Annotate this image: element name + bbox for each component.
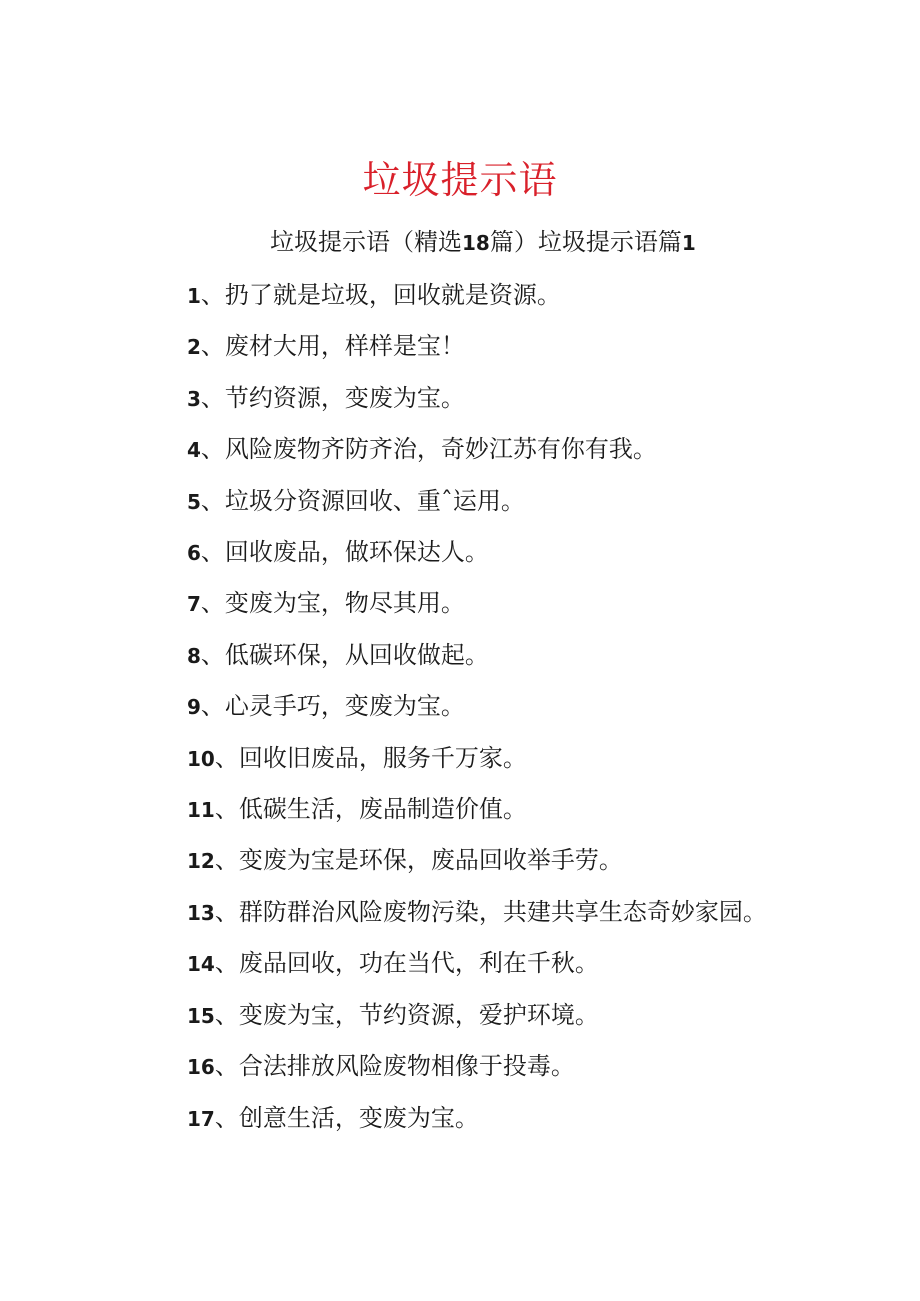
list-item [132,527,792,578]
item-separator: 、 [200,538,225,567]
item-separator: 、 [214,1103,239,1132]
item-number: 8 [187,643,201,668]
subtitle-part1: 垃圾提示语（精选 [270,228,462,256]
list-item [132,1093,792,1144]
list-item [132,681,792,732]
subtitle-count: 18 [462,231,490,255]
item-text: 节约资源，变废为宝。 [224,383,465,412]
item-separator: 、 [200,589,225,618]
item-separator: 、 [200,383,225,412]
item-separator: 、 [214,949,239,978]
item-separator: 、 [214,1052,239,1081]
list-item [132,630,792,681]
item-number: 4 [187,438,201,463]
item-number: 11 [187,798,215,823]
item-number: 16 [187,1055,215,1080]
item-number: 13 [187,900,215,925]
item-number: 17 [187,1106,215,1131]
item-text: 风险废物齐防齐治，奇妙江苏有你有我。 [224,435,657,464]
item-number: 7 [187,592,201,617]
item-text: 废材大用，样样是宝！ [224,332,465,361]
document-title: 垃圾提示语 [362,158,558,202]
item-number: 15 [187,1003,215,1028]
list-item [132,733,792,784]
item-text: 回收旧废品，服务千万家。 [238,743,527,772]
item-separator: 、 [200,435,225,464]
list-item [132,938,792,989]
item-text: 扔了就是垃圾，回收就是资源。 [224,281,561,309]
item-text: 垃圾分资源回收、重ˆ运用。 [224,486,525,515]
list-item [132,578,792,629]
item-number: 6 [187,541,201,566]
item-separator: 、 [214,846,239,875]
list-item [132,321,792,372]
item-separator: 、 [200,281,225,309]
item-text: 回收废品，做环保达人。 [224,538,489,567]
item-number: 2 [187,335,201,360]
item-separator: 、 [214,743,239,772]
item-text: 低碳生活，废品制造价值。 [238,795,527,824]
item-text: 创意生活，变废为宝。 [238,1103,479,1132]
item-separator: 、 [200,486,225,515]
item-number: 1 [187,284,201,308]
item-text: 低碳环保，从回收做起。 [224,640,489,669]
item-separator: 、 [214,795,239,824]
item-number: 10 [187,746,215,771]
list-item [132,424,792,475]
item-text: 变废为宝，物尽其用。 [224,589,465,618]
document-subtitle [270,222,696,263]
item-number: 9 [187,695,201,720]
list-item [132,476,792,527]
item-number: 5 [187,489,201,514]
list-item [132,784,792,835]
item-text: 群防群治风险废物污染，共建共享生态奇妙家园。 [238,897,767,926]
item-separator: 、 [214,1000,239,1029]
item-separator: 、 [200,692,225,721]
item-number: 12 [187,849,215,874]
subtitle-part2: 篇）垃圾提示语篇 [489,228,682,256]
subtitle-index: 1 [681,231,696,255]
list-item [132,270,792,321]
item-number: 14 [187,952,215,977]
item-text: 废品回收，功在当代，利在千秋。 [238,949,599,978]
list-item [132,990,792,1041]
list-item [132,1041,792,1092]
item-separator: 、 [214,897,239,926]
list-item [132,835,792,886]
slogan-list [132,270,792,1144]
item-text: 心灵手巧，变废为宝。 [224,692,465,721]
list-item [132,887,792,938]
item-number: 3 [187,386,201,411]
item-text: 变废为宝是环保，废品回收举手劳。 [238,846,623,875]
item-separator: 、 [200,332,225,361]
item-text: 变废为宝，节约资源，爱护环境。 [238,1000,599,1029]
item-text: 合法排放风险废物相像于投毒。 [238,1052,575,1081]
item-separator: 、 [200,640,225,669]
list-item [132,373,792,424]
